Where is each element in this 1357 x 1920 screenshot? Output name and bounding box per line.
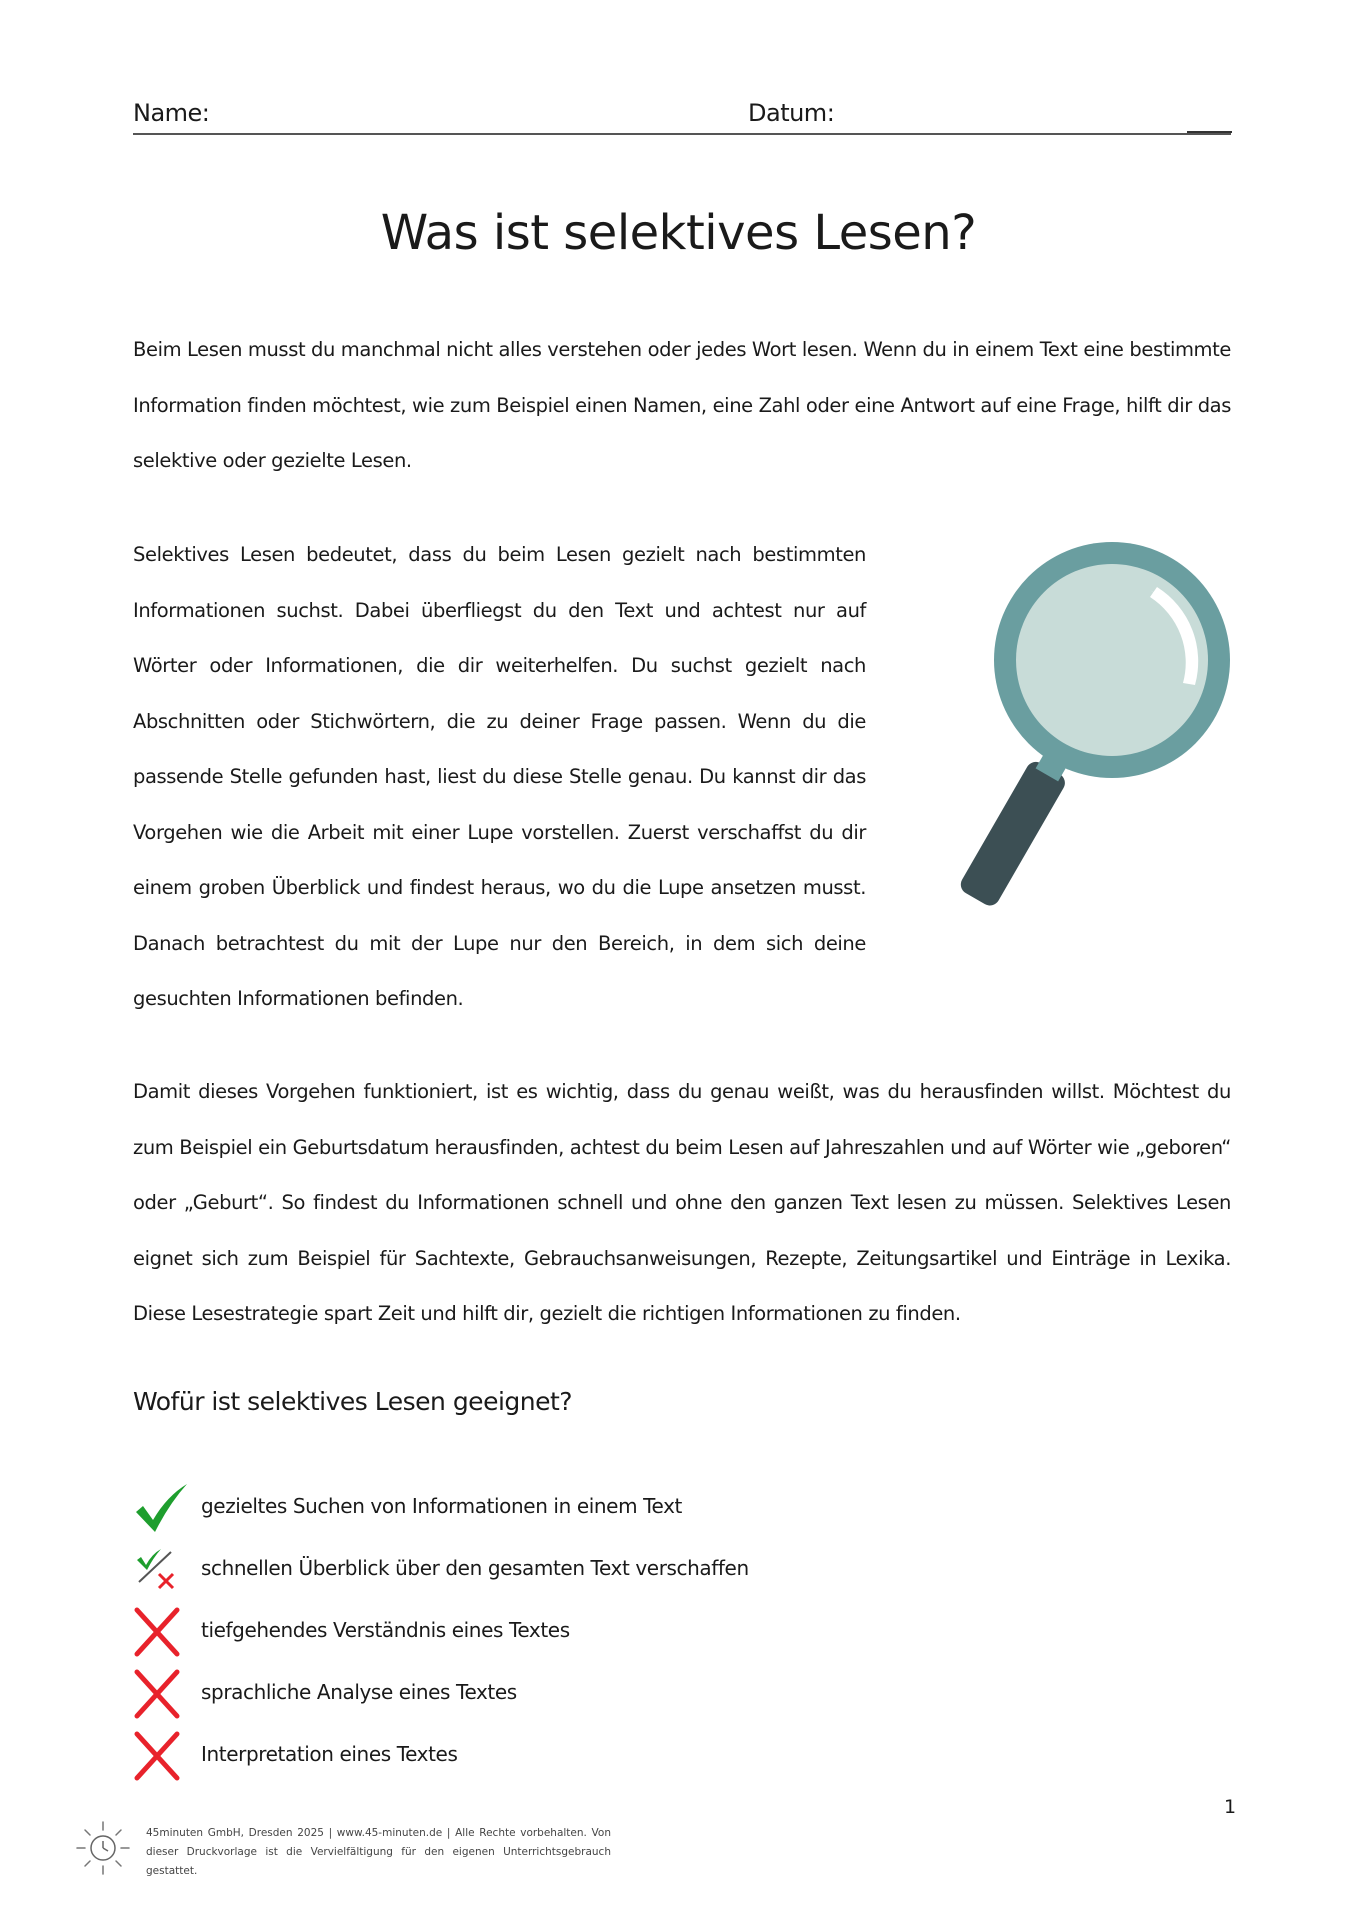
list-item-label: sprachliche Analyse eines Textes: [201, 1680, 517, 1704]
list-item: [133, 1542, 833, 1604]
list-item-label: gezieltes Suchen von Informationen in einem Text: [201, 1494, 682, 1518]
suitability-list: [133, 1480, 833, 1790]
magnifier-glass: [1016, 564, 1208, 756]
name-label: Name:: [133, 99, 210, 127]
list-item: [133, 1666, 833, 1728]
page-title: Was ist selektives Lesen?: [380, 205, 977, 261]
paragraph-definition: Selektives Lesen bedeutet, dass du beim Lesen gezielt nach bestimmten Informationen suchst. Dabei überfliegst du den Text und achtest nur auf Wörter oder Informationen, die dir weiterhelfen. Du suchst gezielt nach Abschnitten oder Stichwörtern, die zu deiner Frage passen. Wenn du die passende Stelle gefunden hast, liest du diese Stelle genau. Du kannst dir das Vorgehen wie die Arbeit mit einer Lupe vorstellen. Zuerst verschaffst du dir einem groben Überblick und findest heraus, wo du die Lupe ansetzen musst. Danach betrachtest du mit der Lupe nur den Bereich, in dem sich deine gesuchten Informationen befinden.: [133, 543, 866, 1010]
list-item: [133, 1604, 833, 1666]
magnifier-icon: [945, 535, 1245, 935]
paragraph-application: Damit dieses Vorgehen funktioniert, ist es wichtig, dass du genau weißt, was du herausfinden willst. Möchtest du zum Beispiel ein Geburtsdatum herausfinden, achtest du beim Lesen auf Jahreszahlen und auf Wörter wie „geboren“ oder „Geburt“. So findest du Informationen schnell und ohne den ganzen Text lesen zu müssen. Selektives Lesen eignet sich zum Beispiel für Sachtexte, Gebrauchsanweisungen, Rezepte, Zeitungsartikel und Einträge in Lexika. Diese Lesestrategie spart Zeit und hilft dir, gezielt die richtigen Informationen zu finden.: [133, 1080, 1231, 1325]
footer-copyright: 45minuten GmbH, Dresden 2025 | www.45-minuten.de | Alle Rechte vorbehalten. Von dieser Druckvorlage ist die Vervielfältigung für den eigenen Unterrichtsgebrauch gestattet.: [146, 1827, 611, 1877]
paragraph-intro: Beim Lesen musst du manchmal nicht alles verstehen oder jedes Wort lesen. Wenn du in einem Text eine bestimmte Information finden möchtest, wie zum Beispiel einen Namen, eine Zahl oder eine Antwort auf eine Frage, hilft dir das selektive oder gezielte Lesen.: [133, 338, 1231, 472]
cross-icon: [133, 1668, 189, 1720]
list-item: [133, 1728, 833, 1790]
checkmark-icon: [133, 1482, 189, 1534]
magnifier-handle: [957, 758, 1068, 909]
header: [133, 93, 1231, 135]
header-line: [133, 133, 1231, 135]
partial-check-icon: [133, 1544, 189, 1596]
section-heading: Wofür ist selektives Lesen geeignet?: [133, 1387, 573, 1416]
list-item-label: tiefgehendes Verständnis eines Textes: [201, 1618, 570, 1642]
date-label: Datum:: [748, 99, 835, 127]
list-item-label: schnellen Überblick über den gesamten Text verschaffen: [201, 1556, 749, 1580]
sun-clock-logo-icon: [73, 1818, 133, 1878]
cross-icon: [133, 1606, 189, 1658]
list-item: [133, 1480, 833, 1542]
list-item-label: Interpretation eines Textes: [201, 1742, 458, 1766]
page-number: 1: [1224, 1796, 1237, 1818]
date-underline: [1187, 131, 1232, 133]
cross-icon: [133, 1730, 189, 1782]
